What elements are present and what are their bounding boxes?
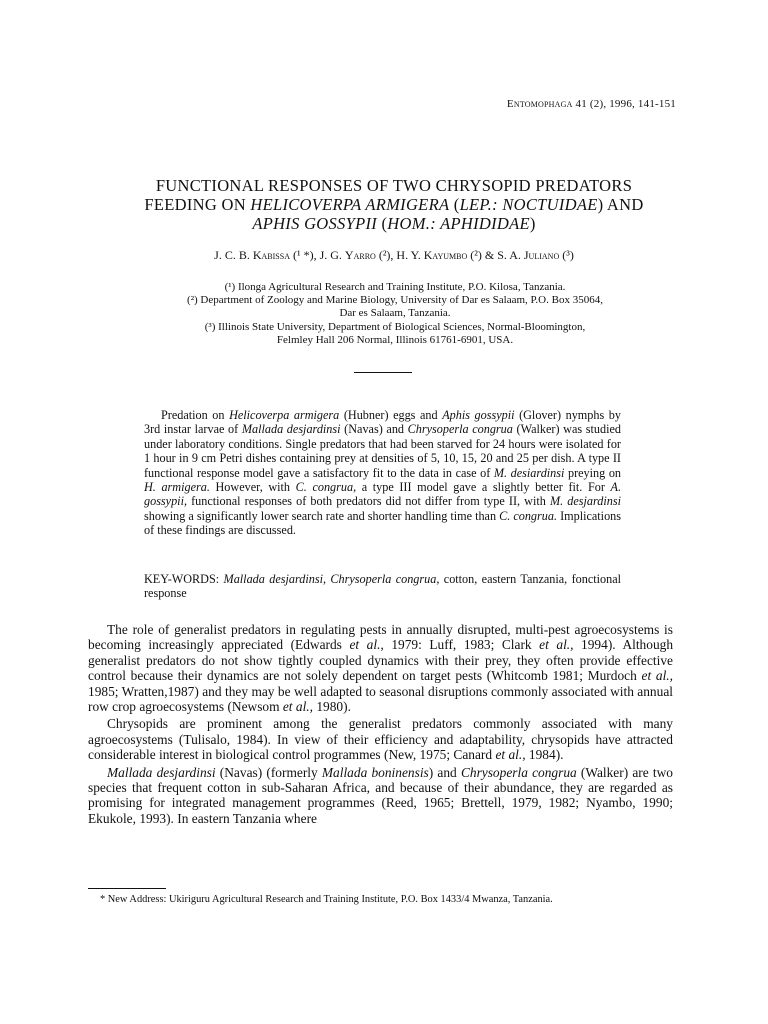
author-initials: J. G. (319, 248, 345, 262)
journal-name: Entomophaga (506, 98, 573, 110)
abstract-text: a type III model gave a slightly better fit. For (356, 480, 611, 495)
text: 1979: Luff, 1983; Clark (383, 637, 540, 653)
paper-title (60, 176, 728, 233)
affiliation-2: (²) Department of Zoology and Marine Biology, University of Dar es Salaam, P.O. Box 35064, (187, 294, 603, 307)
keywords-label: KEY-WORDS: (144, 572, 224, 586)
author-name: Kayumbo (423, 248, 468, 262)
species-name: Helicoverpa armigera (229, 408, 340, 422)
species-name: Chrysoperla congrua (460, 764, 577, 780)
affiliation-3-cont: Felmley Hall 206 Normal, Illinois 61761-6901, USA. (276, 333, 514, 346)
text: 1980). (312, 699, 351, 715)
text: ) and (428, 764, 461, 780)
abstract-text: (Navas) and (340, 422, 408, 437)
author-name: Yarro (344, 248, 376, 262)
species-name: Mallada desjardinsi (107, 764, 216, 780)
author-initials: H. Y. (396, 248, 424, 262)
citation-etal: et al., (641, 668, 673, 684)
abstract-text: functional responses of both predators did not differ from type II, with (187, 494, 550, 509)
footnote: * New Address: Ukiriguru Agricultural Research and Training Institute, P.O. Box 1433/4 Mwanza, Tanzania. (100, 894, 553, 905)
footnote-rule (88, 888, 166, 889)
abstract-text: Predation on (161, 408, 230, 422)
abstract (144, 408, 621, 538)
title-taxon-2: HOM.: APHIDIDAE (387, 214, 530, 233)
author-list (60, 248, 728, 263)
citation-etal: et al., (539, 637, 574, 653)
abstract-text: showing a significantly lower search rate and shorter handling time than (144, 508, 500, 523)
title-paren: ( (449, 195, 460, 214)
paragraph-2 (88, 716, 673, 762)
title-species-2: APHIS GOSSYPII (252, 214, 378, 233)
text: (Navas) (formerly (215, 764, 322, 780)
species-name: M. desjardinsi (549, 494, 622, 509)
species-name: C. congrua. (499, 508, 558, 523)
abstract-text: Implications of these findings are discussed. (144, 508, 621, 538)
author-affil-mark: (¹ *), (289, 248, 320, 262)
title-line-2-text: FEEDING ON (144, 195, 251, 214)
journal-citation: 41 (2), 1996, 141-151 (575, 98, 676, 110)
paragraph-3 (88, 765, 673, 827)
abstract-text: preying on (564, 465, 622, 480)
author-initials: S. A. (497, 248, 524, 262)
abstract-text: (Walker) was studied under laboratory conditions. Single predators that had been starved for 24 hours were isolated for 1 hour in 9 cm Petri dishes containing prey at densities of 5, 10, 15, 20 and 25 per dish. A type II functional response model gave a satisfactory fit to the data in case of (144, 422, 621, 480)
affiliation-1: (¹) Ilonga Agricultural Research and Training Institute, P.O. Kilosa, Tanzania. (224, 281, 566, 293)
author-name: Juliano (523, 248, 560, 262)
text: 1984). (525, 747, 564, 763)
author-name: Kabissa (252, 248, 290, 262)
citation-etal: et al., (495, 747, 526, 763)
affiliation-3: (³) Illinois State University, Department of Biological Sciences, Normal-Bloomington, (204, 320, 586, 333)
species-name: M. desiardinsi (493, 465, 565, 480)
author-initials: J. C. B. (214, 248, 253, 262)
title-line-2-end: ) AND (597, 195, 644, 214)
title-paren: ( (377, 214, 388, 233)
abstract-text: However, with (209, 480, 296, 495)
body-text (88, 622, 673, 828)
title-line-1: FUNCTIONAL RESPONSES OF TWO CHRYSOPID PREDATORS (155, 176, 633, 195)
paragraph-1 (88, 622, 673, 714)
abstract-text: (Hubner) eggs and (339, 408, 443, 422)
title-species-1: HELICOVERPA ARMIGERA (250, 195, 450, 214)
running-header (420, 98, 676, 110)
author-affil-mark: (²), (375, 248, 397, 262)
text: (Walker) are two species that frequent cotton in sub-Saharan Africa, and because of their abundance, they are regarded as promising for integrated management programmes (Reed, 1965; Brettell, 1979, 1982; Nyambo, 1990; Ekukole, 1993). In eastern Tanzania where (88, 764, 673, 826)
affiliations (100, 281, 690, 347)
author-affil-mark: (³) (559, 248, 574, 262)
text: Chrysopids are prominent among the generalist predators commonly associated with many agroecosystems (Tulisalo, 1984). In view of their efficiency and adaptability, chrysopids have attracted considerable interest in biological control programmes (New, 1975; Canard (88, 716, 673, 763)
keyword-terms: cotton, eastern Tanzania, fonctional response (144, 572, 622, 601)
species-name: Mallada desjardinsi (241, 422, 341, 437)
species-name: A. gossypii, (144, 480, 622, 509)
title-paren: ) (529, 214, 536, 233)
species-name: Chrysoperla congrua (407, 422, 513, 437)
section-divider (354, 372, 412, 373)
keyword-species: Mallada desjardinsi, Chrysoperla congrua, (223, 572, 440, 586)
citation-etal: et al., (349, 637, 384, 653)
title-taxon-1: LEP.: NOCTUIDAE (459, 195, 598, 214)
text: 1994). Although generalist predators do not show tightly coupled dynamics with their prey, they often provide effective control because their dynamics are not solely dependent on target pests (Whitcomb 1981; Murdoch (88, 637, 674, 684)
species-name: Mallada boninensis (321, 764, 429, 780)
affiliation-2-cont: Dar es Salaam, Tanzania. (339, 307, 451, 320)
species-name: Aphis gossypii (442, 408, 515, 422)
keywords (144, 572, 621, 601)
species-name: H. armigera. (144, 480, 210, 495)
text: 1985; Wratten,1987) and they may be well adapted to seasonal disruptions commonly associated with annual row crop agroecosystems (Newsom (88, 683, 673, 715)
citation-etal: et al., (282, 699, 313, 715)
species-name: C. congrua, (295, 480, 357, 495)
text: The role of generalist predators in regulating pests in annually disrupted, multi-pest agroecosystems is becoming increasingly appreciated (Edwards (88, 622, 673, 653)
abstract-text: (Glover) nymphs by 3rd instar larvae of (144, 408, 621, 437)
author-affil-mark: (²) & (467, 248, 498, 262)
